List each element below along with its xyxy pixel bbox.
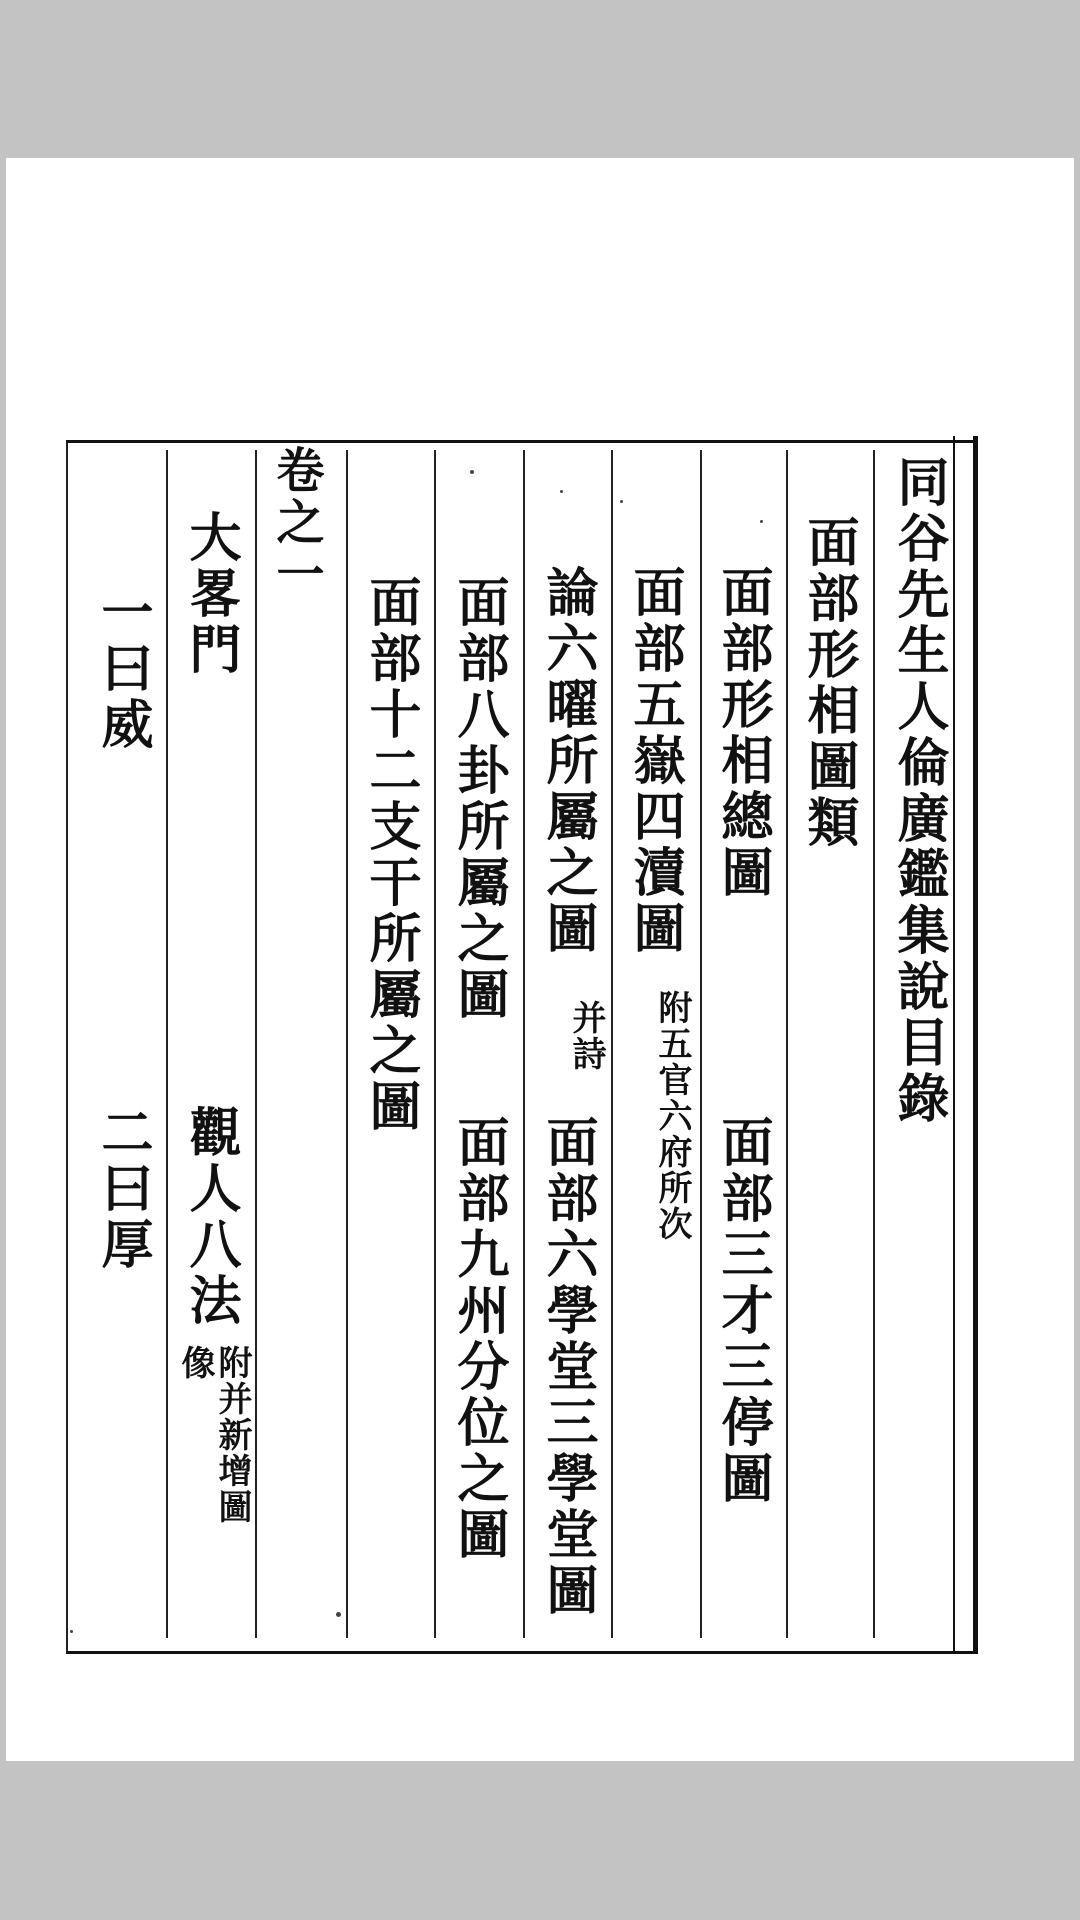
column-rule bbox=[700, 450, 702, 1638]
entry: 面部三才三停圖 bbox=[712, 1115, 773, 1507]
column-rule bbox=[523, 450, 525, 1638]
column-rule bbox=[873, 450, 875, 1638]
ink-speck bbox=[760, 520, 763, 523]
column-rule bbox=[346, 450, 348, 1638]
entry-annotation: 附并新增圖 bbox=[212, 1345, 252, 1525]
entry: 一曰威 bbox=[92, 585, 153, 753]
volume-heading: 卷之一 bbox=[268, 445, 324, 601]
section-heading: 面部形相圖類 bbox=[798, 515, 859, 851]
entry: 面部九州分位之圖 bbox=[448, 1115, 509, 1563]
ink-speck bbox=[620, 500, 623, 503]
section-heading: 大畧門 bbox=[180, 510, 241, 678]
column-rule bbox=[434, 450, 436, 1638]
entry: 觀人八法 bbox=[180, 1105, 241, 1329]
ink-speck bbox=[560, 490, 563, 493]
entry: 面部十二支干所屬之圖 bbox=[360, 575, 421, 1135]
entry: 面部形相總圖 bbox=[712, 565, 773, 901]
page-border-right bbox=[953, 436, 978, 1654]
entry: 面部六學堂三學堂圖 bbox=[537, 1115, 598, 1619]
entry: 面部五嶽四瀆圖 bbox=[624, 565, 685, 957]
ink-speck bbox=[336, 1612, 341, 1617]
entry: 論六曜所屬之圖 bbox=[537, 565, 598, 957]
catalog-title: 同谷先生人倫廣鑑集說目錄 bbox=[888, 455, 949, 1127]
ink-speck bbox=[70, 1630, 73, 1633]
column-rule bbox=[786, 450, 788, 1638]
entry-annotation: 并詩 bbox=[566, 1000, 606, 1072]
entry: 二曰厚 bbox=[92, 1105, 153, 1273]
column-rule bbox=[166, 450, 168, 1638]
column-rule bbox=[611, 450, 613, 1638]
ink-speck bbox=[470, 470, 474, 474]
entry-annotation: 附五官六府所次 bbox=[652, 990, 692, 1242]
entry: 面部八卦所屬之圖 bbox=[448, 575, 509, 1023]
column-rule bbox=[255, 450, 257, 1638]
entry-annotation: 像 bbox=[175, 1345, 215, 1381]
